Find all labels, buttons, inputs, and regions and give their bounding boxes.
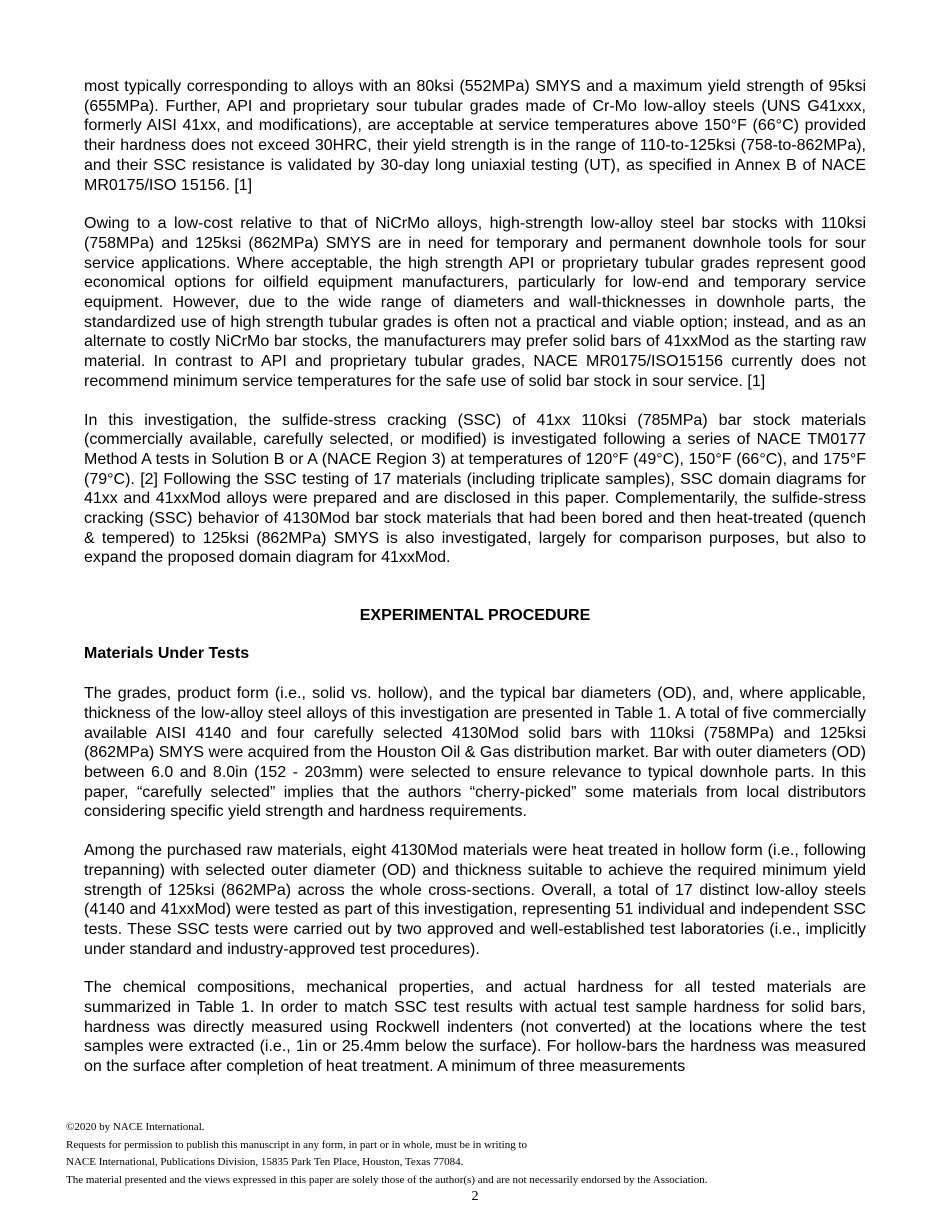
footer-permission-line-1: Requests for permission to publish this manuscript in any form, in part or in whole, must be in writing to	[66, 1138, 528, 1151]
page-body	[84, 77, 866, 1096]
section-heading-experimental-procedure: EXPERIMENTAL PROCEDURE	[359, 607, 591, 625]
paragraph-intro-3: In this investigation, the sulfide-stress cracking (SSC) of 41xx 110ksi (785MPa) bar stock materials (commercially available, carefully selected, or modified) is investigated following a series of NACE TM0177 Method A tests in Solution B or A (NACE Region 3) at temperatures of 120°F (49°C), 150°F (66°C), and 175°F (79°C). [2] Following the SSC testing of 17 materials (including triplicate samples), SSC domain diagrams for 41xx and 41xxMod alloys were prepared and are disclosed in this paper. Complementarily, the sulfide-stress cracking (SSC) behavior of 4130Mod bar stock materials that had been bored and then heat-treated (quench & tempered) to 125ksi (862MPa) SMYS is also investigated, largely for comparison purposes, but also to expand the proposed domain diagram for 41xxMod.	[84, 411, 866, 567]
footer-copyright: ©2020 by NACE International.	[66, 1121, 205, 1133]
paragraph-intro-2: Owing to a low-cost relative to that of NiCrMo alloys, high-strength low-alloy steel bar stocks with 110ksi (758MPa) and 125ksi (862MPa) SMYS are in need for temporary and permanent downhole tools for sour service applications. Where acceptable, the high strength API or proprietary tubular grades represent good economical options for oilfield equipment manufacturers, particularly for low-end and temporary service equipment. However, due to the wide range of diameters and wall-thicknesses in downhole parts, the standardized use of high strength tubular grades is often not a practical and viable option; instead, and as an alternate to costly NiCrMo bar stocks, the manufacturers may prefer solid bars of 41xxMod as the starting raw material. In contrast to API and proprietary tubular grades, NACE MR0175/ISO15156 currently does not recommend minimum service temperatures for the safe use of solid bar stock in sour service. [1]	[84, 215, 866, 390]
paragraph-intro-1: most typically corresponding to alloys with an 80ksi (552MPa) SMYS and a maximum yield strength of 95ksi (655MPa). Further, API and proprietary sour tubular grades made of Cr-Mo low-alloy steels (UNS G41xxx, formerly AISI 41xx, and modifications), are acceptable at service temperatures above 150°F (66°C) provided their hardness does not exceed 30HRC, their yield strength is in the range of 110-to-125ksi (758-to-862MPa), and their SSC resistance is validated by 30-day long uniaxial testing (UT), as specified in Annex B of NACE MR0175/ISO 15156. [1]	[84, 78, 866, 194]
paragraph-materials-3: The chemical compositions, mechanical properties, and actual hardness for all tested materials are summarized in Table 1. In order to match SSC test results with actual test sample hardness for solid bars, hardness was directly measured using Rockwell indenters (not converted) at the locations where the test samples were extracted (i.e., 1in or 25.4mm below the surface). For hollow-bars the hardness was measured on the surface after completion of heat treatment. A minimum of three measurements	[84, 979, 866, 1076]
page-footer	[66, 1119, 886, 1189]
paragraph-materials-2: Among the purchased raw materials, eight 4130Mod materials were heat treated in hollow form (i.e., following trepanning) with selected outer diameter (OD) and thickness suitable to achieve the required minimum yield strength of 125ksi (862MPa) across the whole cross-sections. Overall, a total of 17 distinct low-alloy steels (4140 and 41xxMod) were tested as part of this investigation, representing 51 individual and independent SSC tests. These SSC tests were carried out by two approved and well-established test laboratories (i.e., implicitly under standard and industry-approved test procedures).	[84, 842, 866, 958]
subheading-materials-under-tests: Materials Under Tests	[84, 645, 250, 663]
footer-permission-line-2: NACE International, Publications Division, 15835 Park Ten Place, Houston, Texas 77084.	[66, 1156, 464, 1168]
page-number: 2	[471, 1189, 479, 1204]
paragraph-materials-1: The grades, product form (i.e., solid vs. hollow), and the typical bar diameters (OD), and, where applicable, thickness of the low-alloy steel alloys of this investigation are presented in Table 1. A total of five commercially available AISI 4140 and four carefully selected 4130Mod solid bars with 110ksi (758MPa) and 125ksi (862MPa) SMYS were acquired from the Houston Oil & Gas distribution market. Bar with outer diameters (OD) between 6.0 and 8.0in (152 - 203mm) were selected to ensure relevance to typical downhole parts. In this paper, “carefully selected” implies that the authors “cherry-picked” some materials from local distributors considering specific yield strength and hardness requirements.	[84, 685, 866, 821]
footer-disclaimer: The material presented and the views expressed in this paper are solely those of the author(s) and are not necessarily endorsed by the Association.	[66, 1173, 708, 1186]
